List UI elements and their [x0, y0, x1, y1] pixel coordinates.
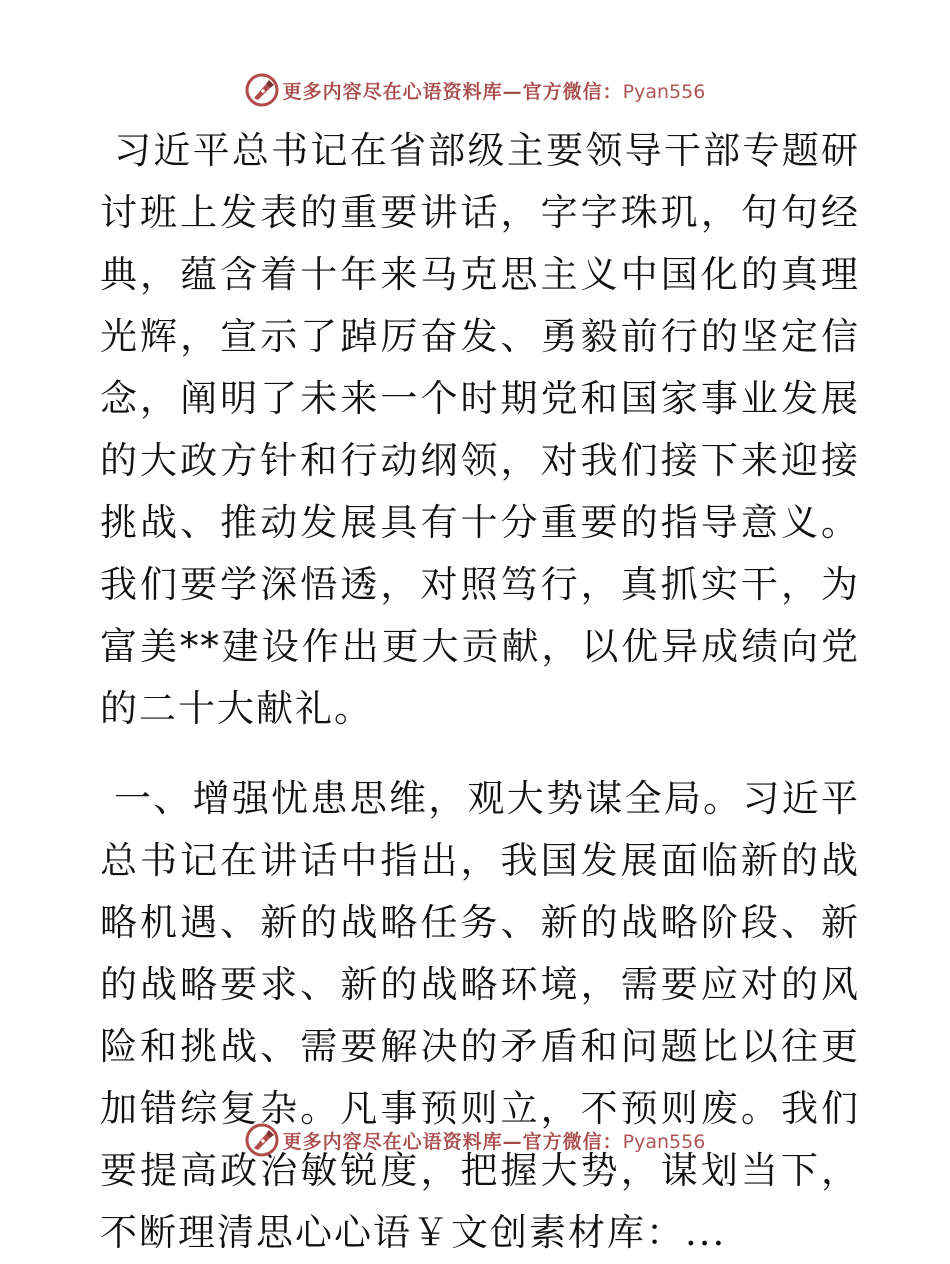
footer-watermark: [0, 1120, 950, 1160]
watermark-wechat-id: Pyan556: [622, 80, 706, 103]
header-watermark: [0, 70, 950, 110]
pen-nib-logo-icon: [245, 1123, 279, 1157]
document-body: [100, 120, 860, 1264]
pen-nib-logo-icon: [245, 73, 279, 107]
watermark-wechat-id: Pyan556: [622, 1130, 706, 1153]
watermark-text: 更多内容尽在心语资料库—官方微信：Pyan556: [282, 1130, 706, 1153]
paragraph-section-one: 一、增强忧患思维，观大势谋全局。习近平总书记在讲话中指出，我国发展面临新的战略机遇、新的战略任务、新的战略阶段、新的战略要求、新的战略环境，需要应对的风险和挑战、需要解决的矛盾和问题比以往更加错综复杂。凡事预则立，不预则废。我们要提高政治敏锐度，把握大势，谋划当下，不断理清思心心语￥文创素材库：...: [100, 777, 861, 1254]
paragraph-intro: 习近平总书记在省部级主要领导干部专题研讨班上发表的重要讲话，字字珠玑，句句经典，蕴含着十年来马克思主义中国化的真理光辉，宣示了踔厉奋发、勇毅前行的坚定信念，阐明了未来一个时期党和国家事业发展的大政方针和行动纲领，对我们接下来迎接挑战、推动发展具有十分重要的指导意义。我们要学深悟透，对照笃行，真抓实干，为富美**建设作出更大贡献，以优异成绩向党的二十大献礼。: [100, 129, 861, 730]
watermark-text: 更多内容尽在心语资料库—官方微信：Pyan556: [282, 80, 706, 103]
